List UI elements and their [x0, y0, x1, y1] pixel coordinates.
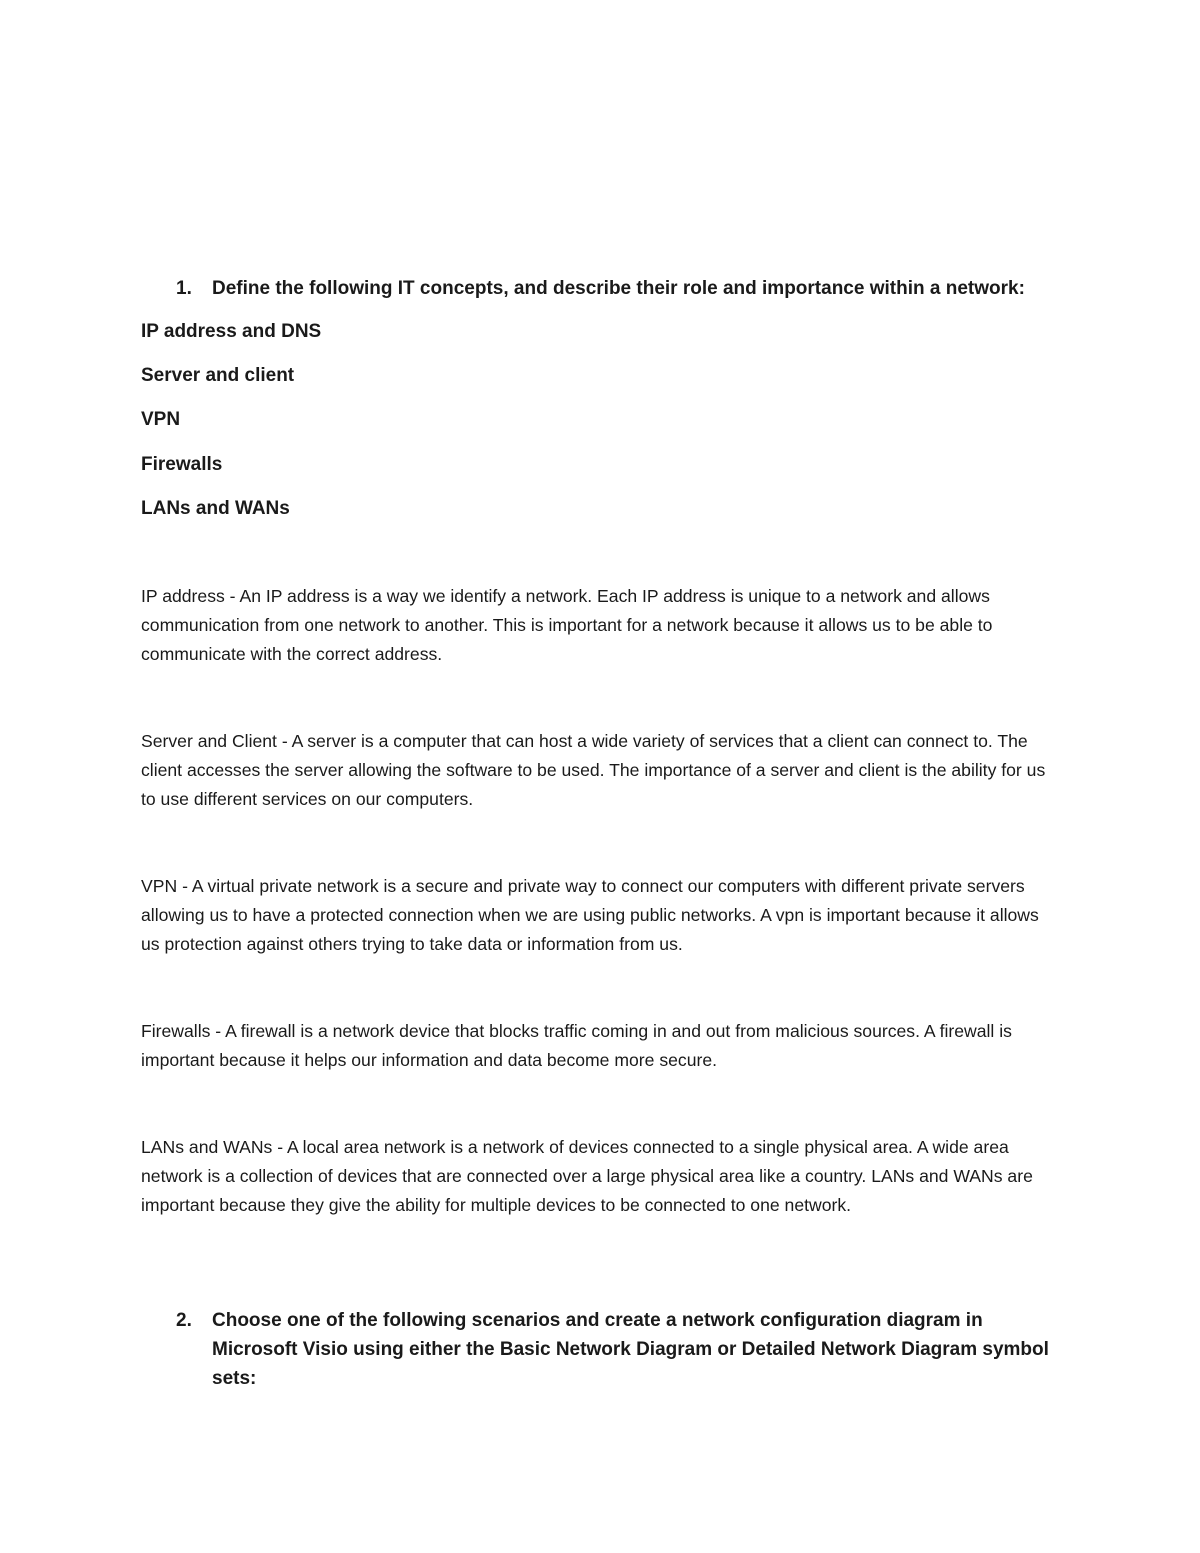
answer-term: LANs and WANs — [141, 1137, 273, 1157]
answer-vpn — [141, 872, 1061, 959]
answer-term: IP address — [141, 586, 225, 606]
answer-body: - An IP address is a way we identify a network. Each IP address is unique to a network and allows communication from one network to another. This is important for a network because it allows us to be able to communicate with the correct address. — [141, 586, 993, 664]
question-1 — [176, 274, 1056, 303]
question-2-text: Choose one of the following scenarios and create a network configuration diagram in Microsoft Visio using either the Basic Network Diagram or Detailed Network Diagram symbol sets: — [212, 1310, 1049, 1389]
topic-ip-dns: IP address and DNS — [141, 321, 322, 342]
answer-term: VPN — [141, 876, 178, 896]
answer-body: - A server is a computer that can host a wide variety of services that a client can connect to. The client accesses the server allowing the software to be used. The importance of a server and client is the ability for us to use different services on our computers. — [141, 731, 1046, 809]
answer-body: - A firewall is a network device that blocks traffic coming in and out from malicious sources. A firewall is important because it helps our information and data become more secure. — [141, 1021, 1012, 1070]
answer-term: Server and Client — [141, 731, 277, 751]
question-1-number: 1. — [176, 278, 192, 299]
answer-server-client — [141, 727, 1061, 814]
answer-lans-wans — [141, 1133, 1061, 1220]
answer-body: - A virtual private network is a secure and private way to connect our computers with different private servers allowing us to have a protected connection when we are using public networks. A vpn is important because it allows us protection against others trying to take data or information from us. — [141, 876, 1039, 954]
topic-server-client: Server and client — [141, 365, 295, 386]
question-1-text: Define the following IT concepts, and describe their role and importance within a network: — [212, 278, 1025, 299]
answer-body: - A local area network is a network of devices connected to a single physical area. A wide area network is a collection of devices that are connected over a large physical area like a country. LANs and WANs are important because they give the ability for multiple devices to be connected to one network. — [141, 1137, 1033, 1215]
question-2 — [176, 1306, 1051, 1393]
topic-firewalls: Firewalls — [141, 454, 223, 475]
question-2-number: 2. — [176, 1310, 192, 1331]
answer-ip-address — [141, 582, 1061, 669]
topic-vpn: VPN — [141, 409, 181, 430]
answer-term: Firewalls — [141, 1021, 211, 1041]
answer-firewalls — [141, 1017, 1061, 1075]
topic-lans-wans: LANs and WANs — [141, 498, 290, 519]
